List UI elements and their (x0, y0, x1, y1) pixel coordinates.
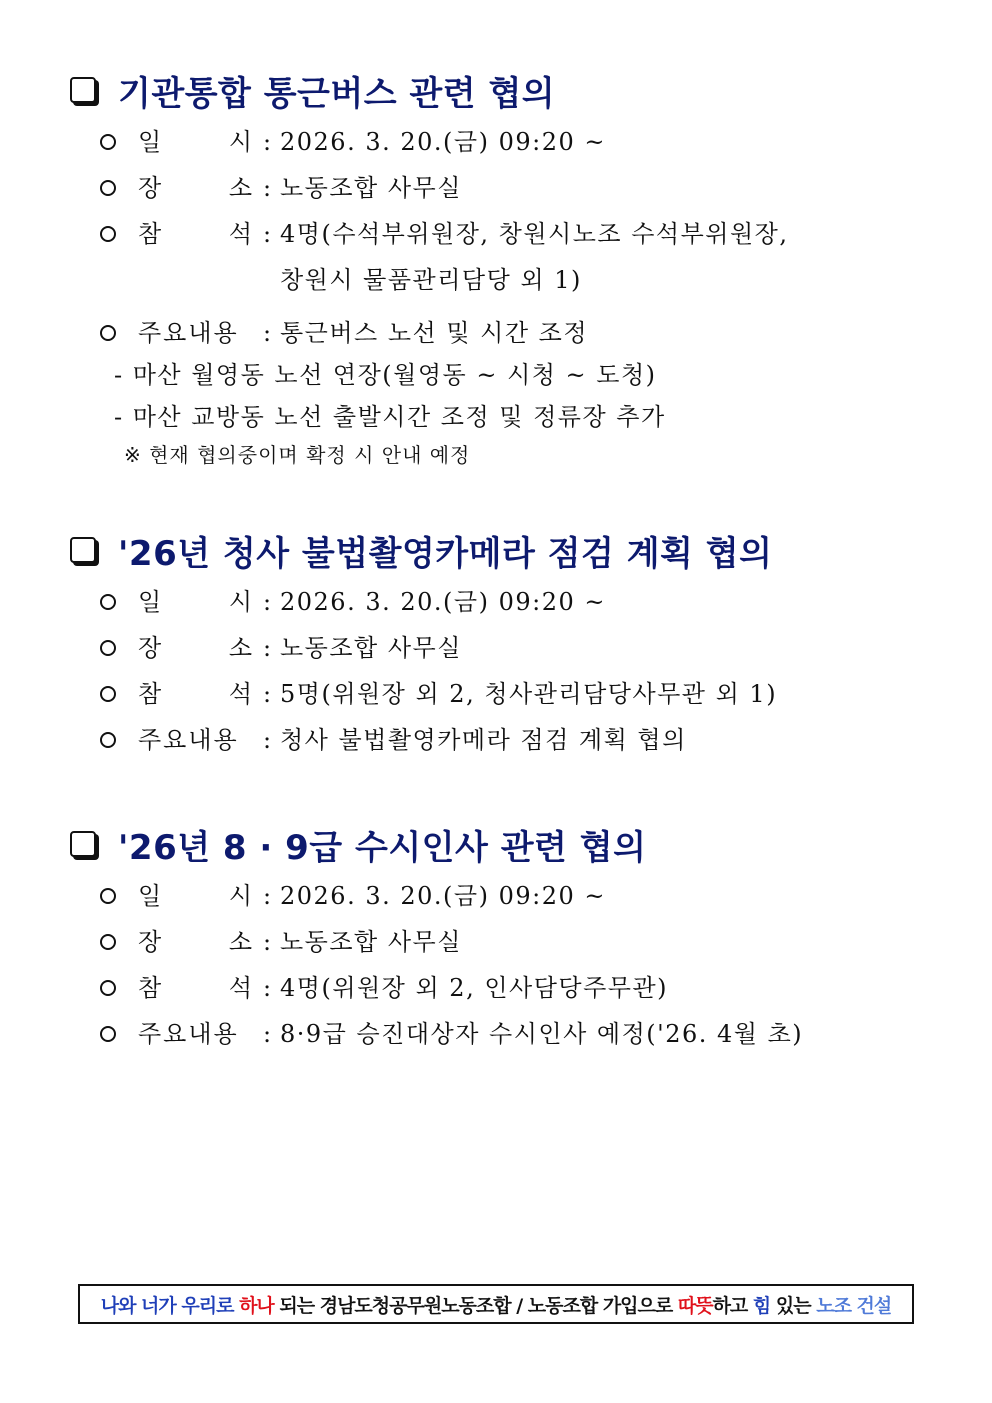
circle-bullet-icon (100, 732, 116, 748)
row-label: 주요내용 (138, 1020, 239, 1048)
row-label: 참 석 (138, 974, 254, 1002)
section-heading (70, 822, 950, 866)
section-heading (70, 528, 950, 572)
row-attendees: 참 석 : 5명(위원장 외 2, 청사관리담당사무관 외 1) (100, 678, 950, 710)
circle-bullet-icon (100, 325, 116, 341)
row-label: 일 시 (138, 588, 254, 616)
row-location: 장 소 : 노동조합 사무실 (100, 172, 950, 204)
row-content: 주요내용 : 8·9급 승진대상자 수시인사 예정('26. 4월 초) (100, 1018, 950, 1050)
section-title: '26년 8 · 9급 수시인사 관련 협의 (118, 827, 647, 868)
row-content: 주요내용 : 청사 불법촬영카메라 점검 계획 협의 (100, 724, 950, 756)
row-label: 장 소 (138, 174, 254, 202)
circle-bullet-icon (100, 226, 116, 242)
row-label: 주요내용 (138, 726, 239, 754)
row-datetime: 일 시 : 2026. 3. 20.(금) 09:20 ~ (100, 880, 950, 912)
row-value: 노동조합 사무실 (280, 174, 462, 202)
sub-item: - 마산 교방동 노선 출발시간 조정 및 정류장 추가 (114, 403, 666, 431)
row-value: 2026. 3. 20.(금) 09:20 ~ (280, 588, 606, 616)
row-value: 4명(위원장 외 2, 인사담당주무관) (280, 974, 668, 1002)
section-title: '26년 청사 불법촬영카메라 점검 계획 협의 (118, 533, 773, 574)
row-label: 일 시 (138, 128, 254, 156)
circle-bullet-icon (100, 1026, 116, 1042)
row-value: 2026. 3. 20.(금) 09:20 ~ (280, 128, 606, 156)
slogan-part: 나와 너가 우리로 (100, 1294, 240, 1317)
section-camera-inspection (70, 528, 950, 756)
circle-bullet-icon (100, 888, 116, 904)
section-title: 기관통합 통근버스 관련 협의 (118, 73, 556, 114)
slogan-part: 하나 (239, 1294, 274, 1317)
section-heading (70, 68, 950, 112)
slogan-part: 있는 (770, 1294, 817, 1317)
row-value: 4명(수석부위원장, 창원시노조 수석부위원장, 창원시 물품관리담당 외 1) (280, 220, 789, 294)
row-value: 2026. 3. 20.(금) 09:20 ~ (280, 882, 606, 910)
row-label: 장 소 (138, 928, 254, 956)
row-value: 노동조합 사무실 (280, 634, 462, 662)
slogan-part: 하고 (712, 1294, 753, 1317)
circle-bullet-icon (100, 180, 116, 196)
sub-item: - 마산 월영동 노선 연장(월영동 ~ 시청 ~ 도청) (114, 361, 657, 389)
note: ※ 현재 협의중이며 확정 시 안내 예정 (124, 443, 471, 467)
slogan-part: 노조 건설 (816, 1294, 892, 1317)
footer-slogan (78, 1284, 914, 1324)
row-value: 5명(위원장 외 2, 청사관리담당사무관 외 1) (280, 680, 778, 708)
row-label: 참 석 (138, 680, 254, 708)
row-value: 청사 불법촬영카메라 점검 계획 협의 (280, 726, 687, 754)
row-content: 주요내용 : 통근버스 노선 및 시간 조정 (100, 317, 950, 349)
circle-bullet-icon (100, 134, 116, 150)
circle-bullet-icon (100, 594, 116, 610)
row-label: 일 시 (138, 882, 254, 910)
row-location: 장 소 : 노동조합 사무실 (100, 632, 950, 664)
row-attendees: 참 석 : 4명(수석부위원장, 창원시노조 수석부위원장, 창원시 물품관리담당 외 1) (100, 218, 950, 303)
row-label: 참 석 (138, 220, 254, 248)
circle-bullet-icon (100, 934, 116, 950)
circle-bullet-icon (100, 980, 116, 996)
row-label: 장 소 (138, 634, 254, 662)
row-label: 주요내용 (138, 319, 239, 347)
slogan-part: 힘 (752, 1294, 771, 1317)
row-datetime: 일 시 : 2026. 3. 20.(금) 09:20 ~ (100, 126, 950, 158)
row-datetime: 일 시 : 2026. 3. 20.(금) 09:20 ~ (100, 586, 950, 618)
checkbox-icon (70, 77, 96, 103)
row-value: 노동조합 사무실 (280, 928, 462, 956)
row-value: 통근버스 노선 및 시간 조정 (280, 319, 589, 347)
slogan-part: 따뜻 (677, 1294, 713, 1317)
section-personnel (70, 822, 950, 1050)
row-location: 장 소 : 노동조합 사무실 (100, 926, 950, 958)
slogan-part: 되는 경남도청공무원노동조합 / 노동조합 가입으로 (273, 1294, 678, 1317)
row-value: 8·9급 승진대상자 수시인사 예정('26. 4월 초) (280, 1020, 804, 1048)
checkbox-icon (70, 831, 96, 857)
checkbox-icon (70, 537, 96, 563)
section-commuter-bus (70, 68, 950, 469)
circle-bullet-icon (100, 686, 116, 702)
circle-bullet-icon (100, 640, 116, 656)
row-attendees: 참 석 : 4명(위원장 외 2, 인사담당주무관) (100, 972, 950, 1004)
